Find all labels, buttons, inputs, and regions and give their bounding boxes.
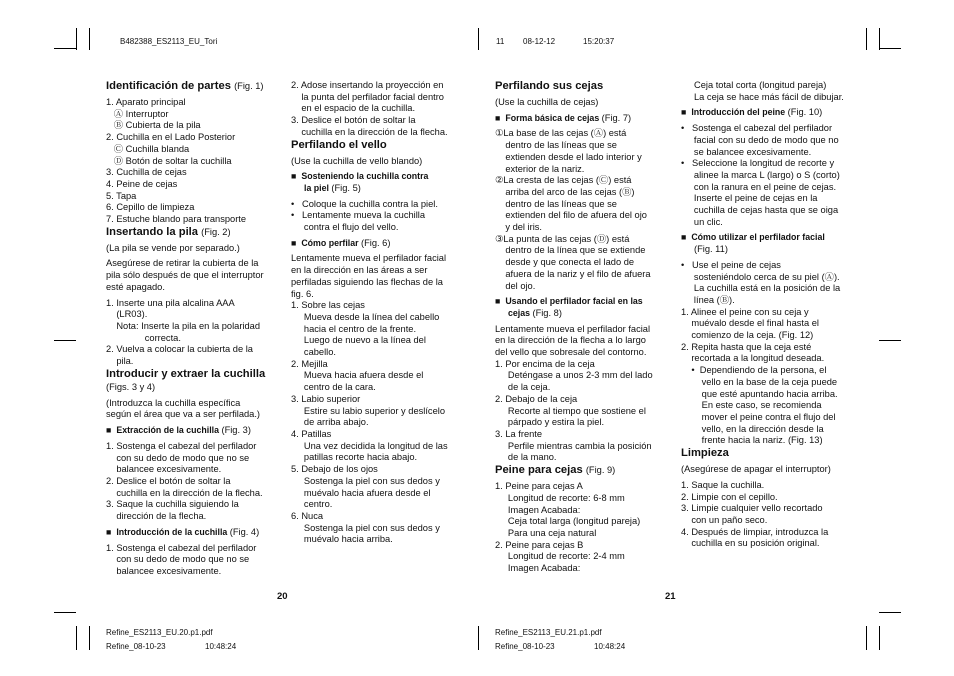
text-list xyxy=(681,260,861,447)
text-line: • Coloque la cuchilla contra la piel. xyxy=(291,198,438,209)
text-line: alinee la marca L (largo) o S (corto) xyxy=(681,169,840,180)
section-heading xyxy=(106,368,284,394)
subsection-heading-title: Introducción del peine xyxy=(691,107,786,118)
subsection-heading-title: cejas xyxy=(508,307,531,318)
text-line: La ceja se hace más fácil de dibujar. xyxy=(694,91,844,102)
text-line: muévalo desde el final hasta el xyxy=(681,318,819,329)
text-line: Una vez decidida la longitud de las xyxy=(291,440,448,451)
subsection-heading-title: Sosteniendo la cuchilla contra xyxy=(301,171,429,182)
section-heading-title: Insertando la pila xyxy=(106,225,199,238)
text-line: dirección de la flecha. xyxy=(106,511,207,522)
text-line: fig. 6. xyxy=(291,288,314,299)
figure-reference: (Fig. 2) xyxy=(201,226,231,237)
paragraph xyxy=(495,97,673,109)
text-line: La cuchilla está en la posición de la xyxy=(681,283,841,294)
text-line: • Lentamente mueva la cuchilla xyxy=(291,210,426,221)
text-line: (LR03). xyxy=(106,309,148,320)
page-number-left: 20 xyxy=(277,591,288,602)
figure-reference: (Fig. 10) xyxy=(787,107,823,118)
text-line: 1. Sostenga el cabezal del perfilador xyxy=(106,440,257,451)
paragraph xyxy=(681,464,861,476)
text-line: 3. Limpie cualquier vello recortado xyxy=(681,503,823,514)
crop-mark xyxy=(54,612,76,613)
text-list xyxy=(291,253,469,546)
text-list xyxy=(495,324,673,464)
section-heading xyxy=(291,139,469,152)
text-line: Luego de nuevo a la línea del xyxy=(291,335,426,346)
text-line: (Use la cuchilla de cejas) xyxy=(495,97,599,107)
section-heading-title: Identificación de partes xyxy=(106,80,231,92)
section-heading-title: Peine para cejas xyxy=(495,464,583,477)
text-line: de la mano. xyxy=(495,452,557,463)
crop-mark xyxy=(866,28,867,50)
figure-reference: (Fig. 11) xyxy=(694,244,728,255)
text-line: recortada a la longitud deseada. xyxy=(681,353,825,364)
text-line: 3. Saque la cuchilla siguiendo la xyxy=(106,499,239,510)
column-4 xyxy=(681,80,861,550)
text-line: cuchilla en su posición original. xyxy=(681,538,820,549)
text-line: pila. xyxy=(106,356,134,367)
text-list xyxy=(495,128,673,292)
figure-reference: (Fig. 1) xyxy=(234,81,264,91)
text-line: 2. Mejilla xyxy=(291,358,328,369)
text-line: hacia el centro de la frente. xyxy=(291,323,417,334)
text-line: con un paño seco. xyxy=(681,514,768,525)
footer-right-date: Refine_08-10-23 xyxy=(495,642,555,651)
text-line: 2. Peine para cejas B xyxy=(495,539,584,550)
text-list xyxy=(106,298,284,368)
text-line: (La pila se vende por separado.) xyxy=(106,242,240,253)
subsection-heading xyxy=(681,107,861,119)
text-line: 7. Estuche blando para transporte xyxy=(106,214,247,225)
text-line: (Introduzca la cuchilla específica xyxy=(106,397,241,408)
subsection-heading xyxy=(291,171,469,194)
text-line: 2. Repita hasta que la ceja esté xyxy=(681,341,812,352)
text-line: Lentamente mueva el perfilador facial xyxy=(291,253,447,264)
figure-reference: (Figs. 3 y 4) xyxy=(106,381,156,392)
crop-mark xyxy=(866,626,867,650)
subsection-heading-title: Cómo perfilar xyxy=(301,237,359,248)
text-line: ②La cresta de las cejas (Ⓒ) está xyxy=(495,175,632,186)
text-line: Deténgase a unos 2-3 mm del lado xyxy=(495,370,653,381)
text-line: Para una ceja natural xyxy=(495,527,597,538)
text-line: • Sostenga el cabezal del perfilador xyxy=(681,123,833,134)
text-line: • Seleccione la longitud de recorte y xyxy=(681,158,835,169)
text-line: 3. Deslice el botón de soltar la xyxy=(291,115,416,126)
text-line: 3. La frente xyxy=(495,428,543,439)
crop-mark xyxy=(879,340,901,341)
text-line: Ceja total corta (longitud pareja) xyxy=(694,80,827,90)
footer-left-time: 10:48:24 xyxy=(205,642,237,651)
crop-mark xyxy=(89,626,90,650)
text-line: Ⓒ Cuchilla blanda xyxy=(106,143,190,154)
text-line: la punta del perfilador facial dentro xyxy=(291,91,444,102)
subsection-heading-title: Cómo utilizar el perfilador facial xyxy=(691,232,825,243)
text-line: Ceja total larga (longitud pareja) xyxy=(495,516,641,527)
text-line: 4. Después de limpiar, introduzca la xyxy=(681,526,829,537)
subsection-heading xyxy=(495,296,673,319)
text-line: Inserte el peine de cejas en la xyxy=(681,193,818,204)
text-line: Asegúrese de retirar la cubierta de la xyxy=(106,258,259,269)
section-heading-title: Perfilando sus cejas xyxy=(495,80,604,92)
text-line: párpado y estira la piel. xyxy=(495,417,605,428)
text-list xyxy=(291,80,469,139)
section-heading xyxy=(106,80,284,93)
text-line: balancee excesivamente. xyxy=(106,565,222,576)
text-line: perfiladas siguiendo las flechas de la xyxy=(291,276,443,287)
text-line: • Use el peine de cejas xyxy=(681,259,781,270)
figure-reference: (Fig. 6) xyxy=(360,237,391,248)
text-line: centro de la cara. xyxy=(291,382,376,393)
paragraph xyxy=(106,243,284,255)
subsection-heading xyxy=(291,238,469,250)
section-heading xyxy=(495,80,673,93)
text-line: Estire su labio superior y deslícelo xyxy=(291,405,445,416)
subsection-heading-title: Forma básica de cejas xyxy=(505,112,600,123)
text-line: 2. Deslice el botón de soltar la xyxy=(106,475,231,486)
text-line: Sostenga la piel con sus dedos y xyxy=(291,522,440,533)
text-line: ③La punta de las cejas (Ⓓ) está xyxy=(495,233,630,244)
subsection-heading xyxy=(106,425,284,437)
text-line: 6. Cepillo de limpieza xyxy=(106,202,195,213)
footer-right-file: Refine_ES2113_EU.21.p1.pdf xyxy=(495,628,602,637)
figure-reference: (Fig. 9) xyxy=(585,465,616,476)
text-line: • Dependiendo de la persona, el xyxy=(681,365,827,376)
text-line: Mueva hacia afuera desde el xyxy=(291,370,424,381)
text-list xyxy=(106,398,284,421)
text-list xyxy=(106,543,284,578)
text-line: Imagen Acabada: xyxy=(495,504,581,515)
text-line: 4. Patillas xyxy=(291,428,332,439)
text-line: dentro de la línea que se extiende xyxy=(495,245,646,256)
text-line: muévalo hacia afuera desde el xyxy=(291,487,431,498)
text-line: 1. Alinee el peine con su ceja y xyxy=(681,306,809,317)
crop-mark xyxy=(76,626,77,650)
text-line: 2. Vuelva a colocar la cubierta de la xyxy=(106,344,253,355)
text-line: Longitud de recorte: 2-4 mm xyxy=(495,551,625,562)
text-list xyxy=(681,480,861,550)
text-line: 1. Peine para cejas A xyxy=(495,481,583,492)
section-heading-title: Perfilando el vello xyxy=(291,138,387,151)
text-line: Mueva desde la línea del cabello xyxy=(291,311,440,322)
text-line: 2. Debajo de la ceja xyxy=(495,393,578,404)
text-line: centro. xyxy=(291,499,333,510)
footer-right-time: 10:48:24 xyxy=(594,642,626,651)
column-3 xyxy=(495,80,673,575)
subsection-heading xyxy=(681,232,861,244)
header-date: 08-12-12 xyxy=(523,37,556,46)
text-line: desde y que conecta el lado de xyxy=(495,257,635,268)
text-line: 3. Labio superior xyxy=(291,393,361,404)
crop-mark xyxy=(76,28,77,50)
text-line: cuchilla de cejas hasta que se oiga xyxy=(681,205,839,216)
text-line: 4. Peine de cejas xyxy=(106,178,178,189)
text-line: extienden del filo de afuera del ojo xyxy=(495,210,647,221)
figure-reference: (Fig. 4) xyxy=(229,526,260,537)
crop-mark xyxy=(478,626,479,650)
crop-mark xyxy=(89,28,90,50)
text-list xyxy=(694,80,861,103)
crop-mark xyxy=(879,612,901,613)
section-heading xyxy=(495,464,673,477)
text-line: cabello. xyxy=(291,347,336,358)
text-line: frente hacia la nariz. (Fig. 13) xyxy=(681,435,823,446)
crop-mark xyxy=(879,626,880,650)
section-heading-title: Introducir y extraer la cuchilla xyxy=(106,367,266,380)
text-line: 6. Nuca xyxy=(291,510,324,521)
text-line: mover el peine contra el flujo del xyxy=(681,411,836,422)
text-line: línea (Ⓑ). xyxy=(681,294,735,305)
text-line: (Use la cuchilla de vello blando) xyxy=(291,155,423,166)
text-line: dentro de las líneas que se xyxy=(495,198,617,209)
subsection-heading-title: Extracción de la cuchilla xyxy=(116,425,220,436)
text-line: vello, en la dirección desde la xyxy=(681,423,824,434)
paragraph xyxy=(106,258,284,293)
crop-mark xyxy=(879,28,880,50)
text-line: de arriba abajo. xyxy=(291,417,369,428)
header-page-no: 11 xyxy=(496,37,505,46)
figure-reference: (Fig. 3) xyxy=(221,425,251,436)
text-line: Lentamente mueva el perfilador facial xyxy=(495,323,651,334)
text-line: 1. Saque la cuchilla. xyxy=(681,479,765,490)
figure-reference: (Fig. 7) xyxy=(601,112,632,123)
header-time: 15:20:37 xyxy=(583,37,615,46)
text-line: 5. Tapa xyxy=(106,190,137,201)
text-line: Ⓓ Botón de soltar la cuchilla xyxy=(106,155,232,166)
column-2 xyxy=(291,80,469,546)
text-line: con la ranura en el peine de cejas. xyxy=(681,181,837,192)
footer-left-file: Refine_ES2113_EU.20.p1.pdf xyxy=(106,628,213,637)
footer-left-date: Refine_08-10-23 xyxy=(106,642,166,651)
text-line: un clic. xyxy=(681,216,723,227)
text-list xyxy=(495,481,673,575)
text-line: del ojo. xyxy=(495,280,536,291)
text-list xyxy=(106,97,284,226)
section-heading xyxy=(681,447,861,460)
text-list xyxy=(291,199,469,234)
text-line: 1. Sobre las cejas xyxy=(291,300,365,311)
crop-mark xyxy=(54,48,76,49)
text-line: se balancee excesivamente. xyxy=(681,146,812,157)
text-line: Imagen Acabada: xyxy=(495,563,581,574)
text-line: 3. Cuchilla de cejas xyxy=(106,167,187,178)
text-list xyxy=(681,123,861,228)
text-line: cuchilla en la dirección de la flecha. xyxy=(106,487,263,498)
text-line: en el espacio de la cuchilla. xyxy=(291,103,416,114)
text-line: ①La base de las cejas (Ⓐ) está xyxy=(495,128,627,139)
paragraph xyxy=(291,156,469,168)
text-line: extienden desde el lado interior y xyxy=(495,151,642,162)
text-line: arriba del arco de las cejas (Ⓑ) xyxy=(495,186,635,197)
subsection-heading-title: la piel xyxy=(304,182,329,193)
page-number-right: 21 xyxy=(665,591,676,602)
figure-reference: (Fig. 8) xyxy=(532,307,562,318)
text-line: 5. Debajo de los ojos xyxy=(291,464,378,475)
text-line: 1. Por encima de la ceja xyxy=(495,358,595,369)
text-line: en la dirección en las áreas a ser xyxy=(291,265,428,276)
text-line: del vello que sobresale del contorno. xyxy=(495,347,647,358)
text-line: 2. Cuchilla en el Lado Posterior xyxy=(106,132,236,143)
header-file-id: B482388_ES2113_EU_Tori xyxy=(120,37,218,46)
text-line: Longitud de recorte: 6-8 mm xyxy=(495,492,625,503)
crop-mark xyxy=(478,28,479,50)
text-line: 1. Inserte una pila alcalina AAA xyxy=(106,297,235,308)
text-line: balancee excesivamente. xyxy=(106,464,222,475)
subsection-heading-title: Introducción de la cuchilla xyxy=(116,526,228,537)
text-line: patillas recorte hacia abajo. xyxy=(291,452,418,463)
text-line: En este caso, se recomienda xyxy=(681,400,822,411)
text-line: y del iris. xyxy=(495,222,543,233)
text-line: sosteniéndolo cerca de su piel (Ⓐ). xyxy=(681,271,840,282)
text-line: 1. Aparato principal xyxy=(106,97,186,107)
text-line: esté apagado. xyxy=(106,281,165,292)
text-line: en la dirección de la flecha a lo largo xyxy=(495,335,646,346)
text-line: (Asegúrese de apagar el interruptor) xyxy=(681,464,831,475)
text-line: Recorte al tiempo que sostiene el xyxy=(495,405,646,416)
text-line: dentro de las líneas que se xyxy=(495,140,617,151)
text-line: de la ceja. xyxy=(495,382,551,393)
text-line: Ⓑ Cubierta de la pila xyxy=(106,120,201,131)
text-line: vello en la base de la ceja puede xyxy=(681,376,838,387)
text-line: con su dedo de modo que no se xyxy=(106,452,250,463)
subsection-heading-title: Usando el perfilador facial en las xyxy=(505,296,643,307)
crop-mark xyxy=(54,340,76,341)
column-1 xyxy=(106,80,284,578)
text-line: cuchilla en la dirección de la flecha. xyxy=(291,126,448,137)
text-list xyxy=(106,441,284,523)
figure-reference: (Fig. 5) xyxy=(331,182,361,193)
subsection-heading xyxy=(495,113,673,125)
text-line: muévalo hacia arriba. xyxy=(291,534,393,545)
text-line: pila sólo después de que el interruptor xyxy=(106,270,264,281)
crop-mark xyxy=(879,48,901,49)
text-line: contra el flujo del vello. xyxy=(291,222,399,233)
text-line: facial con su dedo de modo que no xyxy=(681,134,839,145)
text-line: según el área que va a ser perfilada.) xyxy=(106,409,261,420)
text-line: afuera de la nariz y el filo de afuera xyxy=(495,268,651,279)
section-heading xyxy=(106,226,284,239)
text-line: correcta. xyxy=(106,332,181,343)
text-line: 2. Limpie con el cepillo. xyxy=(681,491,778,502)
subsection-heading xyxy=(106,527,284,539)
text-line: exterior de la nariz. xyxy=(495,163,585,174)
text-line: Perfile mientras cambia la posición xyxy=(495,440,652,451)
section-heading-title: Limpieza xyxy=(681,447,729,460)
text-line: Nota: Inserte la pila en la polaridad xyxy=(106,320,261,331)
text-line: 2. Adose insertando la proyección en xyxy=(291,80,444,90)
text-line: que esté apuntando hacia arriba. xyxy=(681,388,838,399)
text-line: Sostenga la piel con sus dedos y xyxy=(291,475,440,486)
text-line: Ⓐ Interruptor xyxy=(106,108,169,119)
text-line: comienzo de la ceja. (Fig. 12) xyxy=(681,330,814,341)
text-line: 1. Sostenga el cabezal del perfilador xyxy=(106,542,257,553)
text-line: con su dedo de modo que no se xyxy=(106,554,250,565)
